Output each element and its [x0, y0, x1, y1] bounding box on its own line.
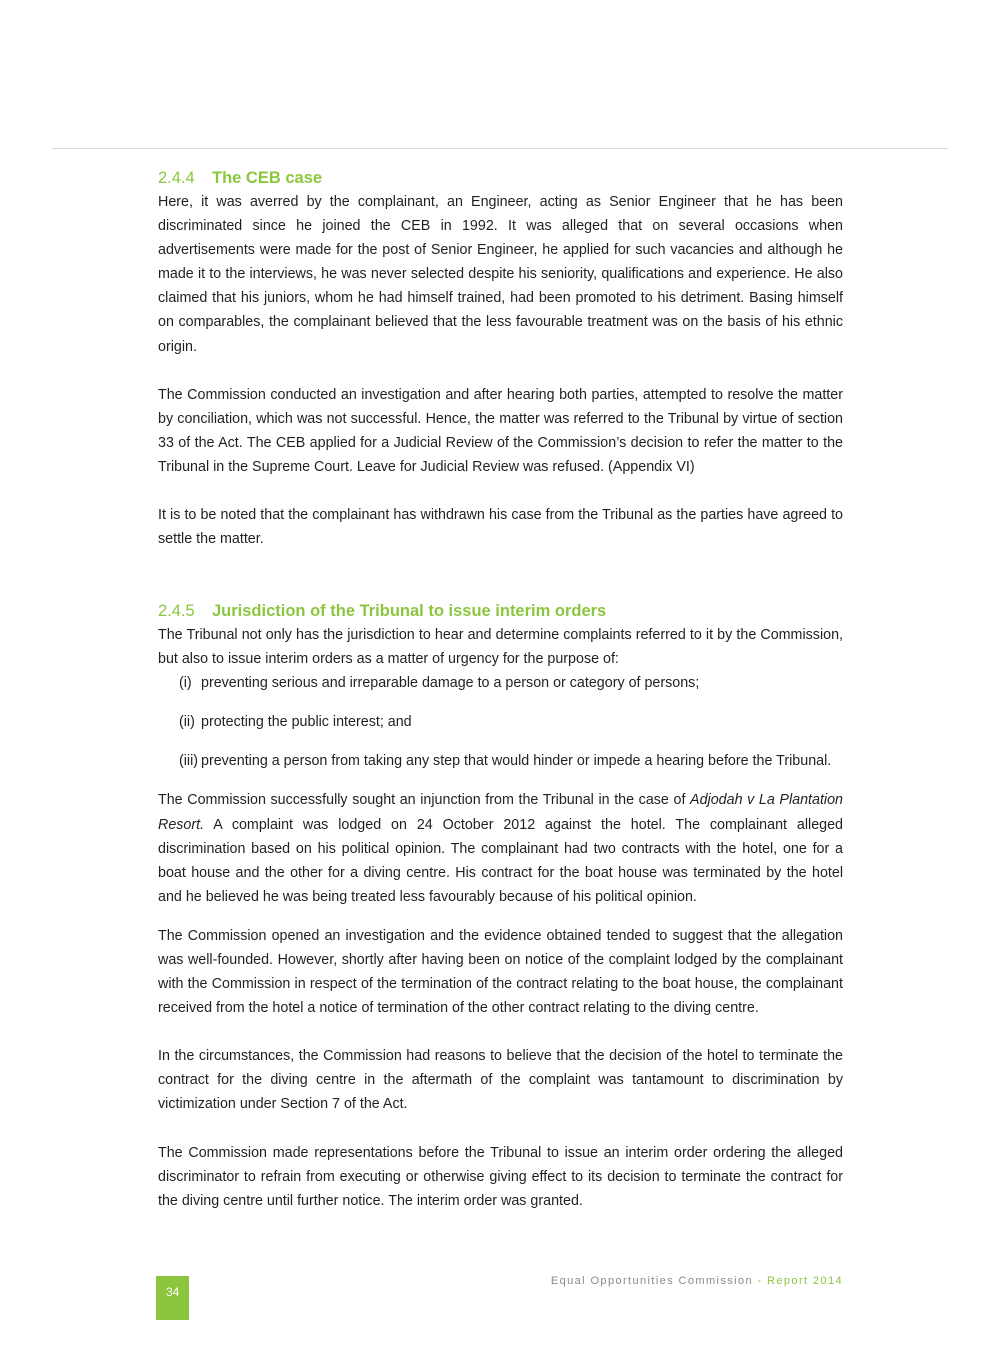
case-details-text: A complaint was lodged on 24 October 2012 against the hotel. The complainant alleged discrimination based on his political opinion. The complainant had two contracts with the hotel, one for a boat house and the other for a diving centre. His contract for the boat house was terminated by the hotel and he believed he was being treated less favourably because of his political opinion.: [158, 816, 843, 905]
ceb-case-paragraph-3: It is to be noted that the complainant has withdrawn his case from the Tribunal as the parties have agreed to settle the matter.: [158, 507, 843, 548]
case-name: Adjodah v La Plantation Resort.: [158, 792, 843, 833]
ceb-case-paragraph-1: Here, it was averred by the complainant, an Engineer, acting as Senior Engineer that he has been discriminated since he joined the CEB in 1992. It was alleged that on several occasions when advertisements were made for the post of Senior Engineer, he applied for such vacancies and although he made it to the interviews, he was never selected despite his seniority, qualifications and experience. He also claimed that his juniors, whom he had himself trained, had been promoted to his detriment. Basing himself on comparables, the complainant believed that the less favourable treatment was on the basis of his ethnic origin.: [158, 194, 843, 355]
circumstances-paragraph: In the circumstances, the Commission had reasons to believe that the decision of the hotel to terminate the contract for the diving centre in the aftermath of the complaint was tantamount to discrimination by victimization under Section 7 of the Act.: [158, 1048, 843, 1113]
list-item: [158, 710, 843, 734]
section-heading-2-4-5: [158, 599, 843, 623]
header-rule: [52, 148, 948, 149]
page-number-badge: [156, 1276, 189, 1320]
list-item-text: protecting the public interest; and: [201, 714, 412, 731]
list-marker: (i): [179, 675, 192, 692]
section-title: The CEB case: [212, 169, 323, 187]
list-item-text: preventing serious and irreparable damage to a person or category of persons;: [201, 675, 700, 692]
ceb-case-paragraph-2: The Commission conducted an investigation and after hearing both parties, attempted to resolve the matter by conciliation, which was not successful. Hence, the matter was referred to the Tribunal by virtue of section 33 of the Act. The CEB applied for a Judicial Review of the Commission’s decision to refer the matter to the Tribunal in the Supreme Court. Leave for Judicial Review was refused. (Appendix VI): [158, 386, 843, 475]
case-paragraph: [158, 788, 843, 908]
page-content: [158, 166, 843, 1213]
section-number: 2.4.4: [158, 169, 195, 187]
section-number: 2.4.5: [158, 602, 195, 621]
page-number: 34: [166, 1285, 180, 1299]
footer-report: Report 2014: [767, 1275, 843, 1287]
list-marker: (ii): [179, 714, 195, 731]
footer-org: Equal Opportunities Commission: [550, 1275, 754, 1287]
case-intro-text: The Commission successfully sought an injunction from the Tribunal in the case of: [158, 792, 691, 809]
section-heading-2-4-4: [158, 166, 843, 190]
interim-order-purposes-list: [158, 671, 843, 773]
section-title: Jurisdiction of the Tribunal to issue interim orders: [212, 602, 607, 621]
list-item-text: preventing a person from taking any step that would hinder or impede a hearing before the Tribunal.: [201, 753, 832, 770]
list-item: [158, 749, 843, 773]
list-item: [158, 671, 843, 695]
interim-order-paragraph: The Commission made representations before the Tribunal to issue an interim order ordering the alleged discriminator to refrain from executing or otherwise giving effect to its decision to terminate the contract for the diving centre until further notice. The interim order was granted.: [158, 1144, 843, 1209]
footer-separator: -: [753, 1275, 768, 1287]
footer-report-title: [540, 1275, 843, 1287]
jurisdiction-intro: The Tribunal not only has the jurisdiction to hear and determine complaints referred to it by the Commission, but also to issue interim orders as a matter of urgency for the purpose of:: [158, 627, 843, 668]
list-marker: (iii): [179, 753, 199, 770]
investigation-paragraph: The Commission opened an investigation and the evidence obtained tended to suggest that the allegation was well-founded. However, shortly after having been on notice of the complaint lodged by the complainant with the Commission in respect of the termination of the contract relating to the boat house, the complainant received from the hotel a notice of termination of the other contract relating to the diving centre.: [158, 927, 843, 1017]
